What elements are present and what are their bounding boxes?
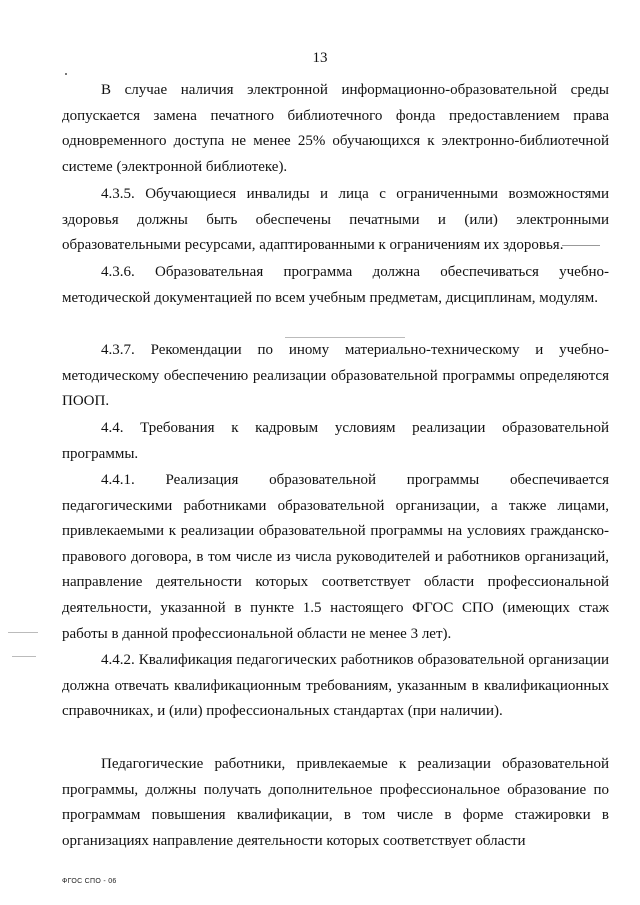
footer-code: ФГОС СПО - 06 bbox=[62, 878, 117, 885]
paragraph-4-4-1: 4.4.1. Реализация образовательной программы обеспечивается педагогическими работниками образовательной организации, а также лицами, привлекаемыми к реализации образовательной программы на условиях гражданско-правового договора, в том числе из числа руководителей и работников организаций, направление деятельности которых соответствует области профессиональной деятельности, указанной в пункте 1.5 настоящего ФГОС СПО (имеющих стаж работы в данной профессиональной области не менее 3 лет). bbox=[62, 472, 609, 642]
scan-dot bbox=[65, 73, 67, 75]
paragraph-4-3-7: 4.3.7. Рекомендации по иному материально-техническому и учебно-методическому обеспечению реализации образовательной программы определяются ПООП. bbox=[62, 342, 609, 410]
scan-line bbox=[8, 632, 38, 633]
paragraph-library-access: В случае наличия электронной информационно-образовательной среды допускается замена печатного библиотечного фонда предоставлением права одновременного доступа не менее 25% обучающихся к электронно-библиотечной системе (электронной библиотеке). bbox=[62, 82, 609, 175]
paragraph-4-3-5: 4.3.5. Обучающиеся инвалиды и лица с ограниченными возможностями здоровья должны быть обеспечены печатными и (или) электронными образовательными ресурсами, адаптированными к ограничениям их здоровья. bbox=[62, 186, 609, 254]
scan-line bbox=[12, 656, 36, 657]
page-number: 13 bbox=[312, 50, 328, 66]
paragraph-4-4: 4.4. Требования к кадровым условиям реализации образовательной программы. bbox=[62, 420, 609, 462]
paragraph-4-4-2: 4.4.2. Квалификация педагогических работников образовательной организации должна отвечать квалификационным требованиям, указанным в квалификационных справочниках, и (или) профессиональных стандартах (при наличии). bbox=[62, 652, 609, 720]
paragraph-pedagogical-workers: Педагогические работники, привлекаемые к реализации образовательной программы, должны получать дополнительное профессиональное образование по программам повышения квалификации, в том числе в форме стажировки в организациях направление деятельности которых соответствует области bbox=[62, 756, 609, 849]
paragraph-4-3-6: 4.3.6. Образовательная программа должна обеспечиваться учебно-методической документацией по всем учебным предметам, дисциплинам, модулям. bbox=[62, 264, 609, 306]
